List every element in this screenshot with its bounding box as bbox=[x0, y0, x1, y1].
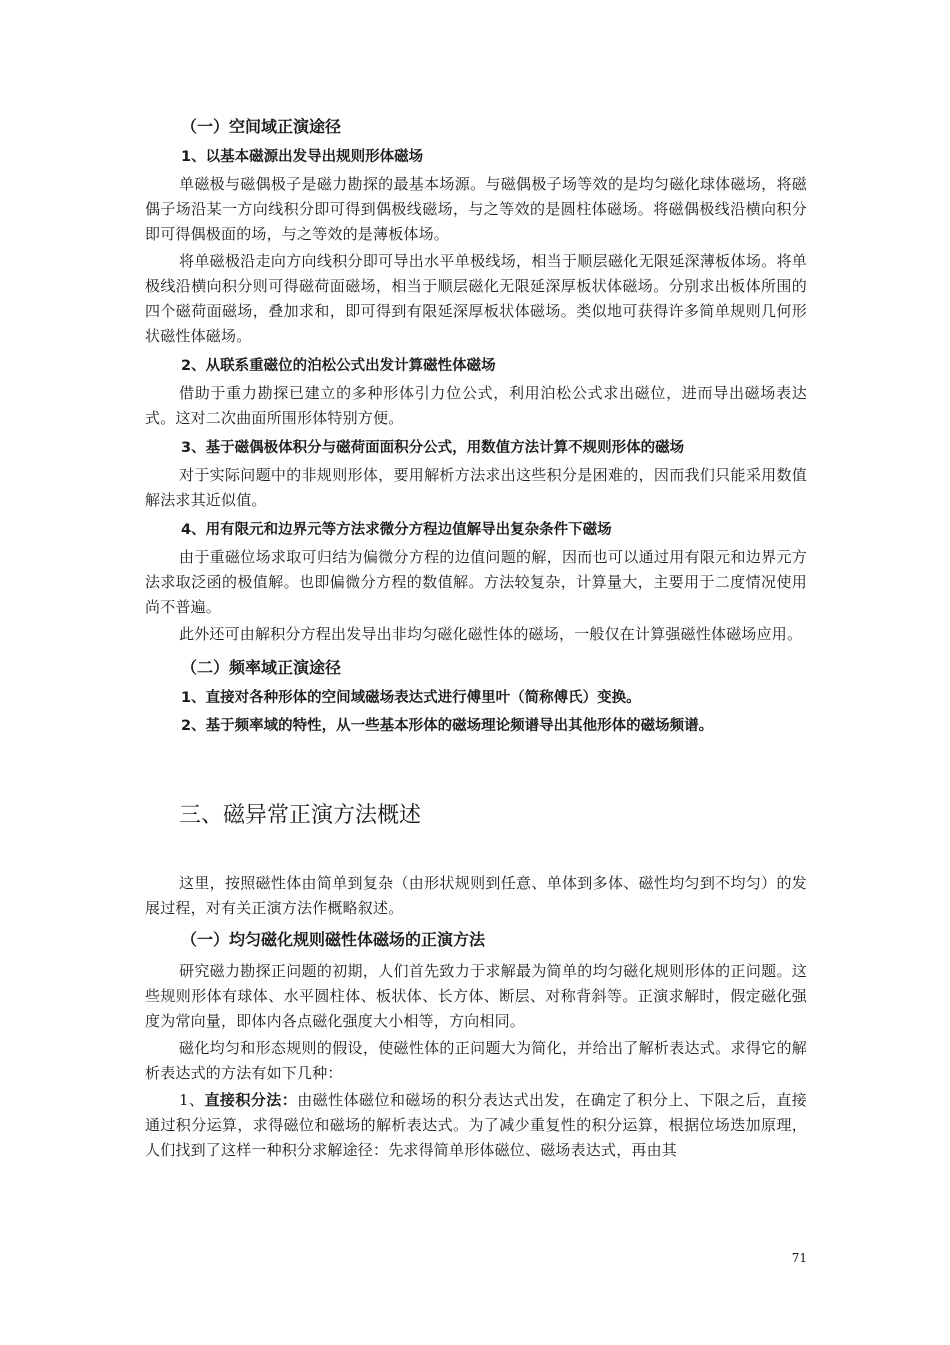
paragraph: 借助于重力勘探已建立的多种形体引力位公式，利用泊松公式求出磁位，进而导出磁场表达式。这对二次曲面所围形体特别方便。 bbox=[145, 384, 807, 427]
section-heading-spatial-domain: （一）空间域正演途径 bbox=[181, 117, 342, 136]
frequency-item-1: 1、直接对各种形体的空间域磁场表达式进行傅里叶（简称傅氏）变换。 bbox=[181, 690, 641, 706]
paragraph: 研究磁力勘探正问题的初期，人们首先致力于求解最为简单的均匀磁化规则形体的正问题。这些规则形体有球体、水平圆柱体、板状体、长方体、断层、对称背斜等。正演求解时，假定磁化强度为常向量，即体内各点磁化强度大小相等，方向相同。 bbox=[145, 962, 807, 1030]
paragraph-text: 由磁性体磁位和磁场的积分表达式出发，在确定了积分上、下限之后，直接通过积分运算，求得磁位和磁场的解析表达式。为了减少重复性的积分运算，根据位场迭加原理，人们找到了这样一种积分求解途径：先求得简单形体磁位、磁场表达式，再由其 bbox=[145, 1091, 808, 1159]
section-heading-frequency-domain: （二）频率域正演途径 bbox=[181, 658, 342, 677]
paragraph-direct-integration bbox=[145, 1088, 807, 1163]
subheading-poisson-formula: 2、从联系重磁位的泊松公式出发计算磁性体磁场 bbox=[181, 358, 496, 374]
page-content bbox=[145, 116, 807, 1165]
section-heading-uniform-magnetization: （一）均匀磁化规则磁性体磁场的正演方法 bbox=[181, 930, 486, 949]
paragraph: 单磁极与磁偶极子是磁力勘探的最基本场源。与磁偶极子场等效的是均匀磁化球体磁场，将磁偶子场沿某一方向线积分即可得到偶极线磁场，与之等效的是圆柱体磁场。将磁偶极线沿横向积分即可得偶极面的场，与之等效的是薄板体场。 bbox=[145, 175, 807, 243]
subheading-numerical-methods: 3、基于磁偶极体积分与磁荷面面积分公式，用数值方法计算不规则形体的磁场 bbox=[181, 440, 685, 456]
list-number: 1、 bbox=[179, 1091, 205, 1109]
paragraph: 将单磁极沿走向方向线积分即可导出水平单极线场，相当于顺层磁化无限延深薄板体场。将单极线沿横向积分则可得磁荷面磁场，相当于顺层磁化无限延深厚板状体磁场。分别求出板体所围的四个磁荷面磁场，叠加求和，即可得到有限延深厚板状体磁场。类似地可获得许多简单规则几何形状磁性体磁场。 bbox=[145, 252, 807, 345]
subheading-finite-element: 4、用有限元和边界元等方法求微分方程边值解导出复杂条件下磁场 bbox=[181, 522, 612, 538]
paragraph: 磁化均匀和形态规则的假设，使磁性体的正问题大为简化，并给出了解析表达式。求得它的解析表达式的方法有如下几种： bbox=[145, 1039, 807, 1082]
paragraph: 由于重磁位场求取可归结为偏微分方程的边值问题的解，因而也可以通过用有限元和边界元方法求取泛函的极值解。也即偏微分方程的数值解。方法较复杂，计算量大，主要用于二度情况使用尚不普遍。 bbox=[145, 548, 807, 616]
subheading-basic-sources: 1、以基本磁源出发导出规则形体磁场 bbox=[181, 149, 424, 165]
page-number: 71 bbox=[791, 1251, 807, 1265]
paragraph: 此外还可由解积分方程出发导出非均匀磁化磁性体的磁场，一般仅在计算强磁性体磁场应用。 bbox=[179, 625, 803, 643]
term-direct-integration: 直接积分法： bbox=[204, 1091, 298, 1109]
paragraph: 这里，按照磁性体由简单到复杂（由形状规则到任意、单体到多体、磁性均匀到不均匀）的发展过程，对有关正演方法作概略叙述。 bbox=[145, 874, 807, 917]
paragraph: 对于实际问题中的非规则形体，要用解析方法求出这些积分是困难的，因而我们只能采用数值解法求其近似值。 bbox=[145, 466, 807, 509]
frequency-item-2: 2、基于频率域的特性，从一些基本形体的磁场理论频谱导出其他形体的磁场频谱。 bbox=[181, 718, 714, 734]
chapter-title: 三、磁异常正演方法概述 bbox=[179, 803, 422, 828]
